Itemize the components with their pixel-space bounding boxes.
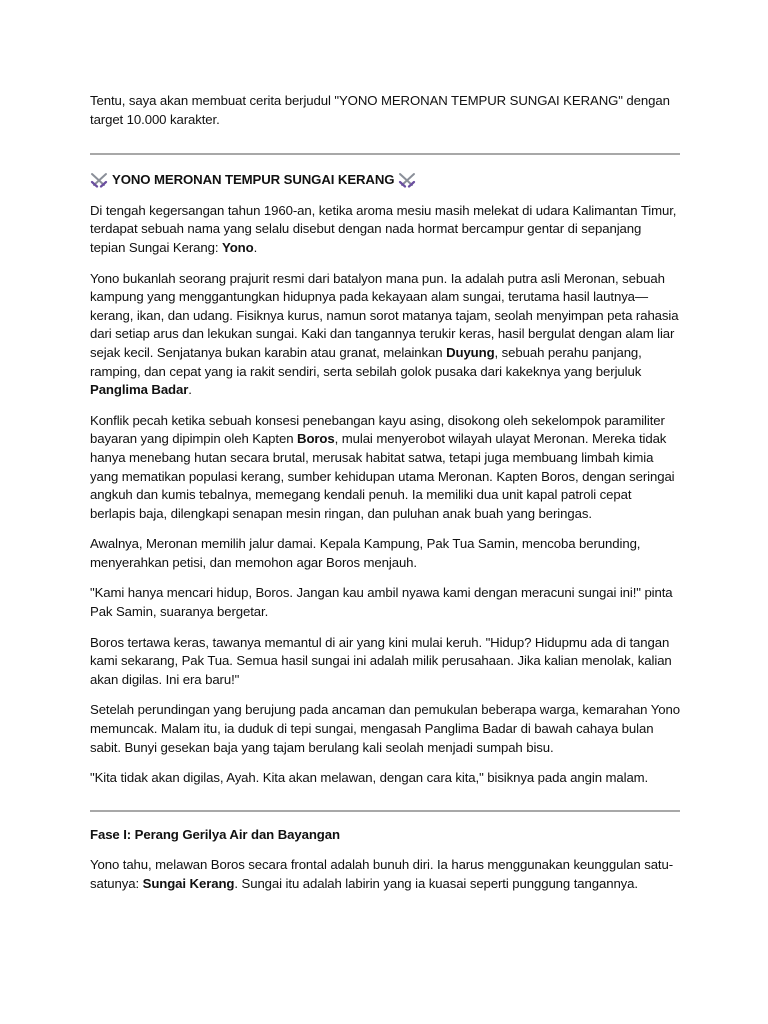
intro-paragraph: Tentu, saya akan membuat cerita berjudul "YONO MERONAN TEMPUR SUNGAI KERANG" dengan target 10.000 karakter. bbox=[90, 93, 670, 127]
paragraph-9: Yono tahu, melawan Boros secara frontal adalah bunuh diri. Ia harus menggunakan keunggulan satu-satunya: Sungai Kerang. Sungai itu adalah labirin yang ia kuasai seperti punggung tangannya. bbox=[90, 857, 674, 891]
paragraph-3: Konflik pecah ketika sebuah konsesi penebangan kayu asing, disokong oleh sekelompok paramiliter bayaran yang dipimpin oleh Kapten Boros, mulai menyerobot wilayah ulayat Meronan. Mereka tidak hanya menebang hutan secara brutal, merusak habitat satwa, tetapi juga membuang limbah kimia yang mematikan populasi kerang, sumber kehidupan utama Meronan. Kapten Boros, dengan seringai angkuh dan kumis tebalnya, memegang kendali penuh. Ia memiliki dua unit kapal patroli cepat berlapis baja, dilengkapi senapan mesin ringan, dan puluhan anak buah yang beringas. bbox=[90, 412, 675, 521]
paragraph-2: Yono bukanlah seorang prajurit resmi dari batalyon mana pun. Ia adalah putra asli Meronan, sebuah kampung yang menggantungkan hidupnya pada kekayaan alam sungai, terutama hasil lautnya—kerang, ikan, dan udang. Fisiknya kurus, namun sorot matanya tajam, seolah menyimpan peta rahasia dari setiap arus dan lekukan sungai. Kaki dan tangannya terukir keras, hasil bergulat dengan alam liar sejak kecil. Senjatanya bukan karabin atau granat, melainkan Duyung, sebuah perahu panjang, ramping, dan cepat yang ia rakit sendiri, serta sebilah golok pusaka dari kakeknya yang berjuluk Panglima Badar. bbox=[90, 270, 679, 398]
document-page bbox=[90, 92, 680, 894]
story-title-text: YONO MERONAN TEMPUR SUNGAI KERANG bbox=[112, 172, 395, 188]
paragraph-8: "Kita tidak akan digilas, Ayah. Kita akan melawan, dengan cara kita," bisiknya pada angin malam. bbox=[90, 770, 649, 786]
bold-name-sungai-kerang: Sungai Kerang bbox=[142, 876, 235, 891]
paragraph-6: Boros tertawa keras, tawanya memantul di air yang kini mulai keruh. "Hidup? Hidupmu ada di tangan kami sekarang, Pak Tua. Semua hasil sungai ini adalah milik perusahaan. Jika kalian menolak, kalian akan digilas. Ini era baru!" bbox=[90, 634, 672, 687]
paragraph-5: "Kami hanya mencari hidup, Boros. Jangan kau ambil nyawa kami dengan meracuni sungai ini!" pinta Pak Samin, suaranya bergetar. bbox=[90, 585, 673, 620]
crossed-swords-icon bbox=[398, 172, 416, 188]
paragraph-1: Di tengah kegersangan tahun 1960-an, ketika aroma mesiu masih melekat di udara Kalimantan Timur, terdapat sebuah nama yang selalu disebut dengan nada hormat bercampur gentar di sepanjang tepian Sungai Kerang: Yono. bbox=[90, 202, 677, 255]
bold-name-duyung: Duyung bbox=[446, 344, 495, 360]
bold-name-yono: Yono bbox=[221, 239, 254, 255]
divider bbox=[90, 810, 680, 812]
bold-name-boros: Boros bbox=[297, 431, 335, 447]
paragraph-7: Setelah perundingan yang berujung pada ancaman dan pemukulan beberapa warga, kemarahan Yono memuncak. Malam itu, ia duduk di tepi sungai, mengasah Panglima Badar di bawah cahaya bulan sabit. Bunyi gesekan baja yang tajam berulang kali seolah menjadi sumpah bisu. bbox=[90, 702, 680, 755]
crossed-swords-icon bbox=[90, 172, 108, 188]
section-heading: Fase I: Perang Gerilya Air dan Bayangan bbox=[90, 826, 340, 842]
paragraph-4: Awalnya, Meronan memilih jalur damai. Kepala Kampung, Pak Tua Samin, mencoba berunding, menyerahkan petisi, dan memohon agar Boros menjauh. bbox=[90, 536, 641, 570]
story-title bbox=[90, 171, 680, 190]
divider bbox=[90, 153, 680, 155]
bold-name-panglima-badar: Panglima Badar bbox=[90, 382, 189, 398]
